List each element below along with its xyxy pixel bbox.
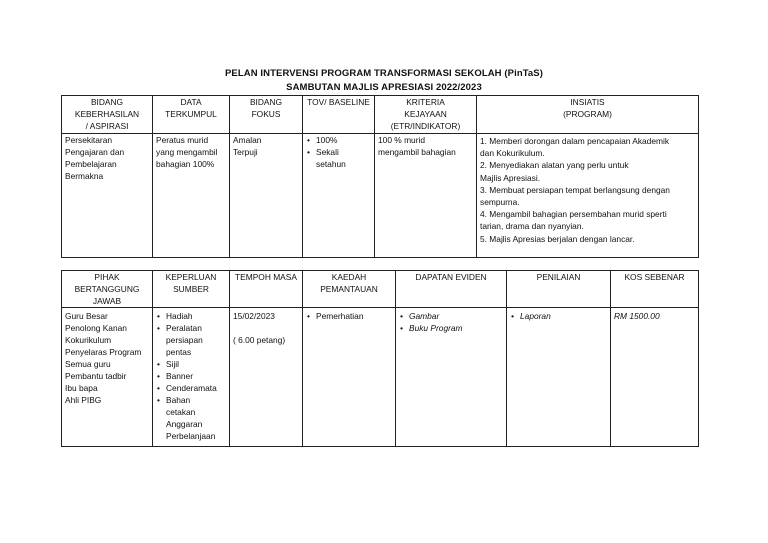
header-pihak: PIHAK BERTANGGUNG JAWAB	[62, 271, 153, 308]
header-kaedah: KAEDAH PEMANTAUAN	[303, 271, 396, 308]
cell-fokus: Amalan Terpuji	[230, 134, 303, 258]
list-item: • Laporan	[510, 310, 607, 322]
list-item: • Buku Program	[399, 322, 503, 334]
header-kos: KOS SEBENAR	[611, 271, 699, 308]
document-title: PELAN INTERVENSI PROGRAM TRANSFORMASI SEKOLAH (PinTaS)	[224, 68, 544, 79]
cell-penilaian	[507, 308, 611, 447]
list-item: • Cenderamata	[156, 382, 226, 394]
list-item: • Sijil	[156, 358, 226, 370]
cell-keperluan	[153, 308, 230, 447]
cell-bidang: Persekitaran Pengajaran dan Pembelajaran Bermakna	[62, 134, 153, 258]
list-item: 5. Majlis Apresias berjalan dengan lancar.	[480, 233, 635, 244]
cell-kaedah	[303, 308, 396, 447]
header-tempoh: TEMPOH MASA	[230, 271, 303, 308]
list-item: 3. Membuat persiapan tempat berlangsung dengan sempurna.	[480, 184, 670, 208]
cell-tov	[303, 134, 375, 258]
header-fokus: BIDANG FOKUS	[230, 96, 303, 134]
list-item: 2. Menyediakan alatan yang perlu untuk Majlis Apresiasi.	[480, 160, 629, 183]
list-item: • Peralatan persiapan pentas	[156, 322, 226, 358]
header-dapatan: DAPATAN EVIDEN	[396, 271, 507, 308]
header-keperluan: KEPERLUAN SUMBER	[153, 271, 230, 308]
list-item: • 100%	[306, 134, 371, 146]
document-subtitle: SAMBUTAN MAJLIS APRESIASI 2022/2023	[286, 82, 482, 93]
header-tov: TOV/ BASELINE	[303, 96, 375, 134]
cell-kriteria: 100 % murid mengambil bahagian	[375, 134, 477, 258]
header-bidang: BIDANG KEBERHASILAN / ASPIRASI	[62, 96, 153, 134]
cell-data: Peratus murid yang mengambil bahagian 100%	[153, 134, 230, 258]
program-table	[61, 95, 699, 258]
list-item: • Gambar	[399, 310, 503, 322]
cell-pihak: Guru Besar Penolong Kanan Kokurikulum Penyelaras Program Semua guru Pembantu tadbir Ibu bapa Ahli PIBG	[62, 308, 153, 447]
header-kriteria: KRITERIA KEJAYAAN (ETR/INDIKATOR)	[375, 96, 477, 134]
header-penilaian: PENILAIAN	[507, 271, 611, 308]
header-insiatif: INSIATIS (PROGRAM)	[477, 96, 699, 134]
header-data: DATA TERKUMPUL	[153, 96, 230, 134]
cell-insiatif	[477, 134, 699, 258]
list-item: • Banner	[156, 370, 226, 382]
implementation-table	[61, 270, 699, 447]
list-item: 1. Memberi dorongan dalam pencapaian Akademik dan Kokurikulum.	[480, 136, 670, 159]
list-item: • Bahan cetakan Anggaran Perbelanjaan	[156, 394, 226, 442]
cell-kos: RM 1500.00	[611, 308, 699, 447]
list-item: • Hadiah	[156, 310, 226, 322]
list-item: • Pemerhatian	[306, 310, 392, 322]
cell-tempoh: 15/02/2023 ( 6.00 petang)	[230, 308, 303, 447]
list-item: • Sekali setahun	[306, 146, 371, 170]
list-item: 4. Mengambil bahagian persembahan murid sperti tarian, drama dan nyanyian.	[480, 209, 667, 232]
cell-dapatan	[396, 308, 507, 447]
